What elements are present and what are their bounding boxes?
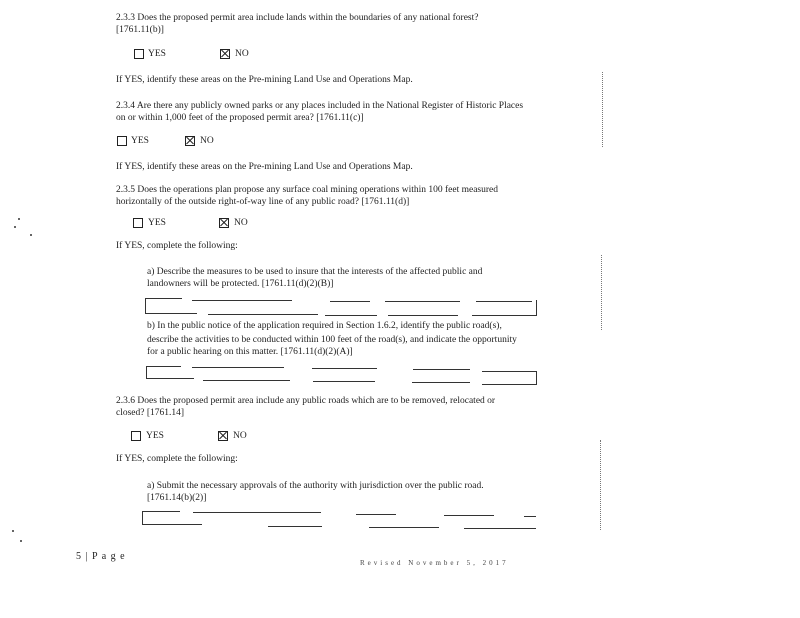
q236-no-checkbox[interactable] xyxy=(218,431,228,441)
scan-artifact xyxy=(12,530,14,532)
q234-yes-label: YES xyxy=(131,136,149,146)
q235-item-a-cont: landowners will be protected. [1761.11(d)(2)(B)] xyxy=(147,279,334,289)
q235-item-a: a) Describe the measures to be used to insure that the interests of the affected public and xyxy=(147,267,483,277)
scan-artifact xyxy=(20,540,22,542)
q234-followup: If YES, identify these areas on the Pre-mining Land Use and Operations Map. xyxy=(116,162,413,172)
q236-item-a-cont: [1761.14(b)(2)] xyxy=(147,493,207,503)
q236-yes-checkbox[interactable] xyxy=(131,431,141,441)
q235-item-b-cont1: describe the activities to be conducted within 100 feet of the road(s), and indicate the opportunity xyxy=(147,335,517,345)
q235-question-cont: horizontally of the outside right-of-way line of any public road? [1761.11(d)] xyxy=(116,197,410,207)
q233-yes-label: YES xyxy=(148,49,166,59)
scan-artifact xyxy=(18,218,20,220)
q234-question: 2.3.4 Are there any publicly owned parks or any places included in the National Register of Historic Places xyxy=(116,101,524,111)
q233-no-checkbox[interactable] xyxy=(220,49,230,59)
q236-followup: If YES, complete the following: xyxy=(116,454,238,464)
scan-artifact xyxy=(601,255,603,330)
scan-artifact xyxy=(14,226,16,228)
q233-question: 2.3.3 Does the proposed permit area include lands within the boundaries of any national forest? xyxy=(116,13,479,23)
q233-citation: [1761.11(b)] xyxy=(116,25,164,35)
q235-no-checkbox[interactable] xyxy=(219,218,229,228)
q236-question-cont: closed? [1761.14] xyxy=(116,408,185,418)
q235-no-label: NO xyxy=(234,218,248,228)
revision-date: Revised November 5, 2017 xyxy=(360,559,509,567)
q236-no-label: NO xyxy=(233,431,247,441)
q235-item-b-cont2: for a public hearing on this matter. [1761.11(d)(2)(A)] xyxy=(147,347,353,357)
q234-yes-checkbox[interactable] xyxy=(117,136,127,146)
q235-yes-label: YES xyxy=(148,218,166,228)
page-number: 5 | P a g e xyxy=(76,551,126,562)
scan-artifact xyxy=(600,440,602,530)
q233-no-label: NO xyxy=(235,49,249,59)
q235-yes-checkbox[interactable] xyxy=(133,218,143,228)
scan-artifact xyxy=(602,72,604,147)
q235-item-b: b) In the public notice of the application required in Section 1.6.2, identify the public road(s), xyxy=(147,321,502,331)
scan-artifact xyxy=(30,234,32,236)
q236-question: 2.3.6 Does the proposed permit area include any public roads which are to be removed, relocated or xyxy=(116,396,496,406)
q236-item-a: a) Submit the necessary approvals of the authority with jurisdiction over the public road. xyxy=(147,481,484,491)
q233-yes-checkbox[interactable] xyxy=(134,49,144,59)
q234-no-label: NO xyxy=(200,136,214,146)
q235-followup: If YES, complete the following: xyxy=(116,241,238,251)
q235-question: 2.3.5 Does the operations plan propose any surface coal mining operations within 100 feet measured xyxy=(116,185,499,195)
q236-yes-label: YES xyxy=(146,431,164,441)
q234-no-checkbox[interactable] xyxy=(185,136,195,146)
q234-question-cont: on or within 1,000 feet of the proposed permit area? [1761.11(c)] xyxy=(116,113,364,123)
q233-followup: If YES, identify these areas on the Pre-mining Land Use and Operations Map. xyxy=(116,75,413,85)
